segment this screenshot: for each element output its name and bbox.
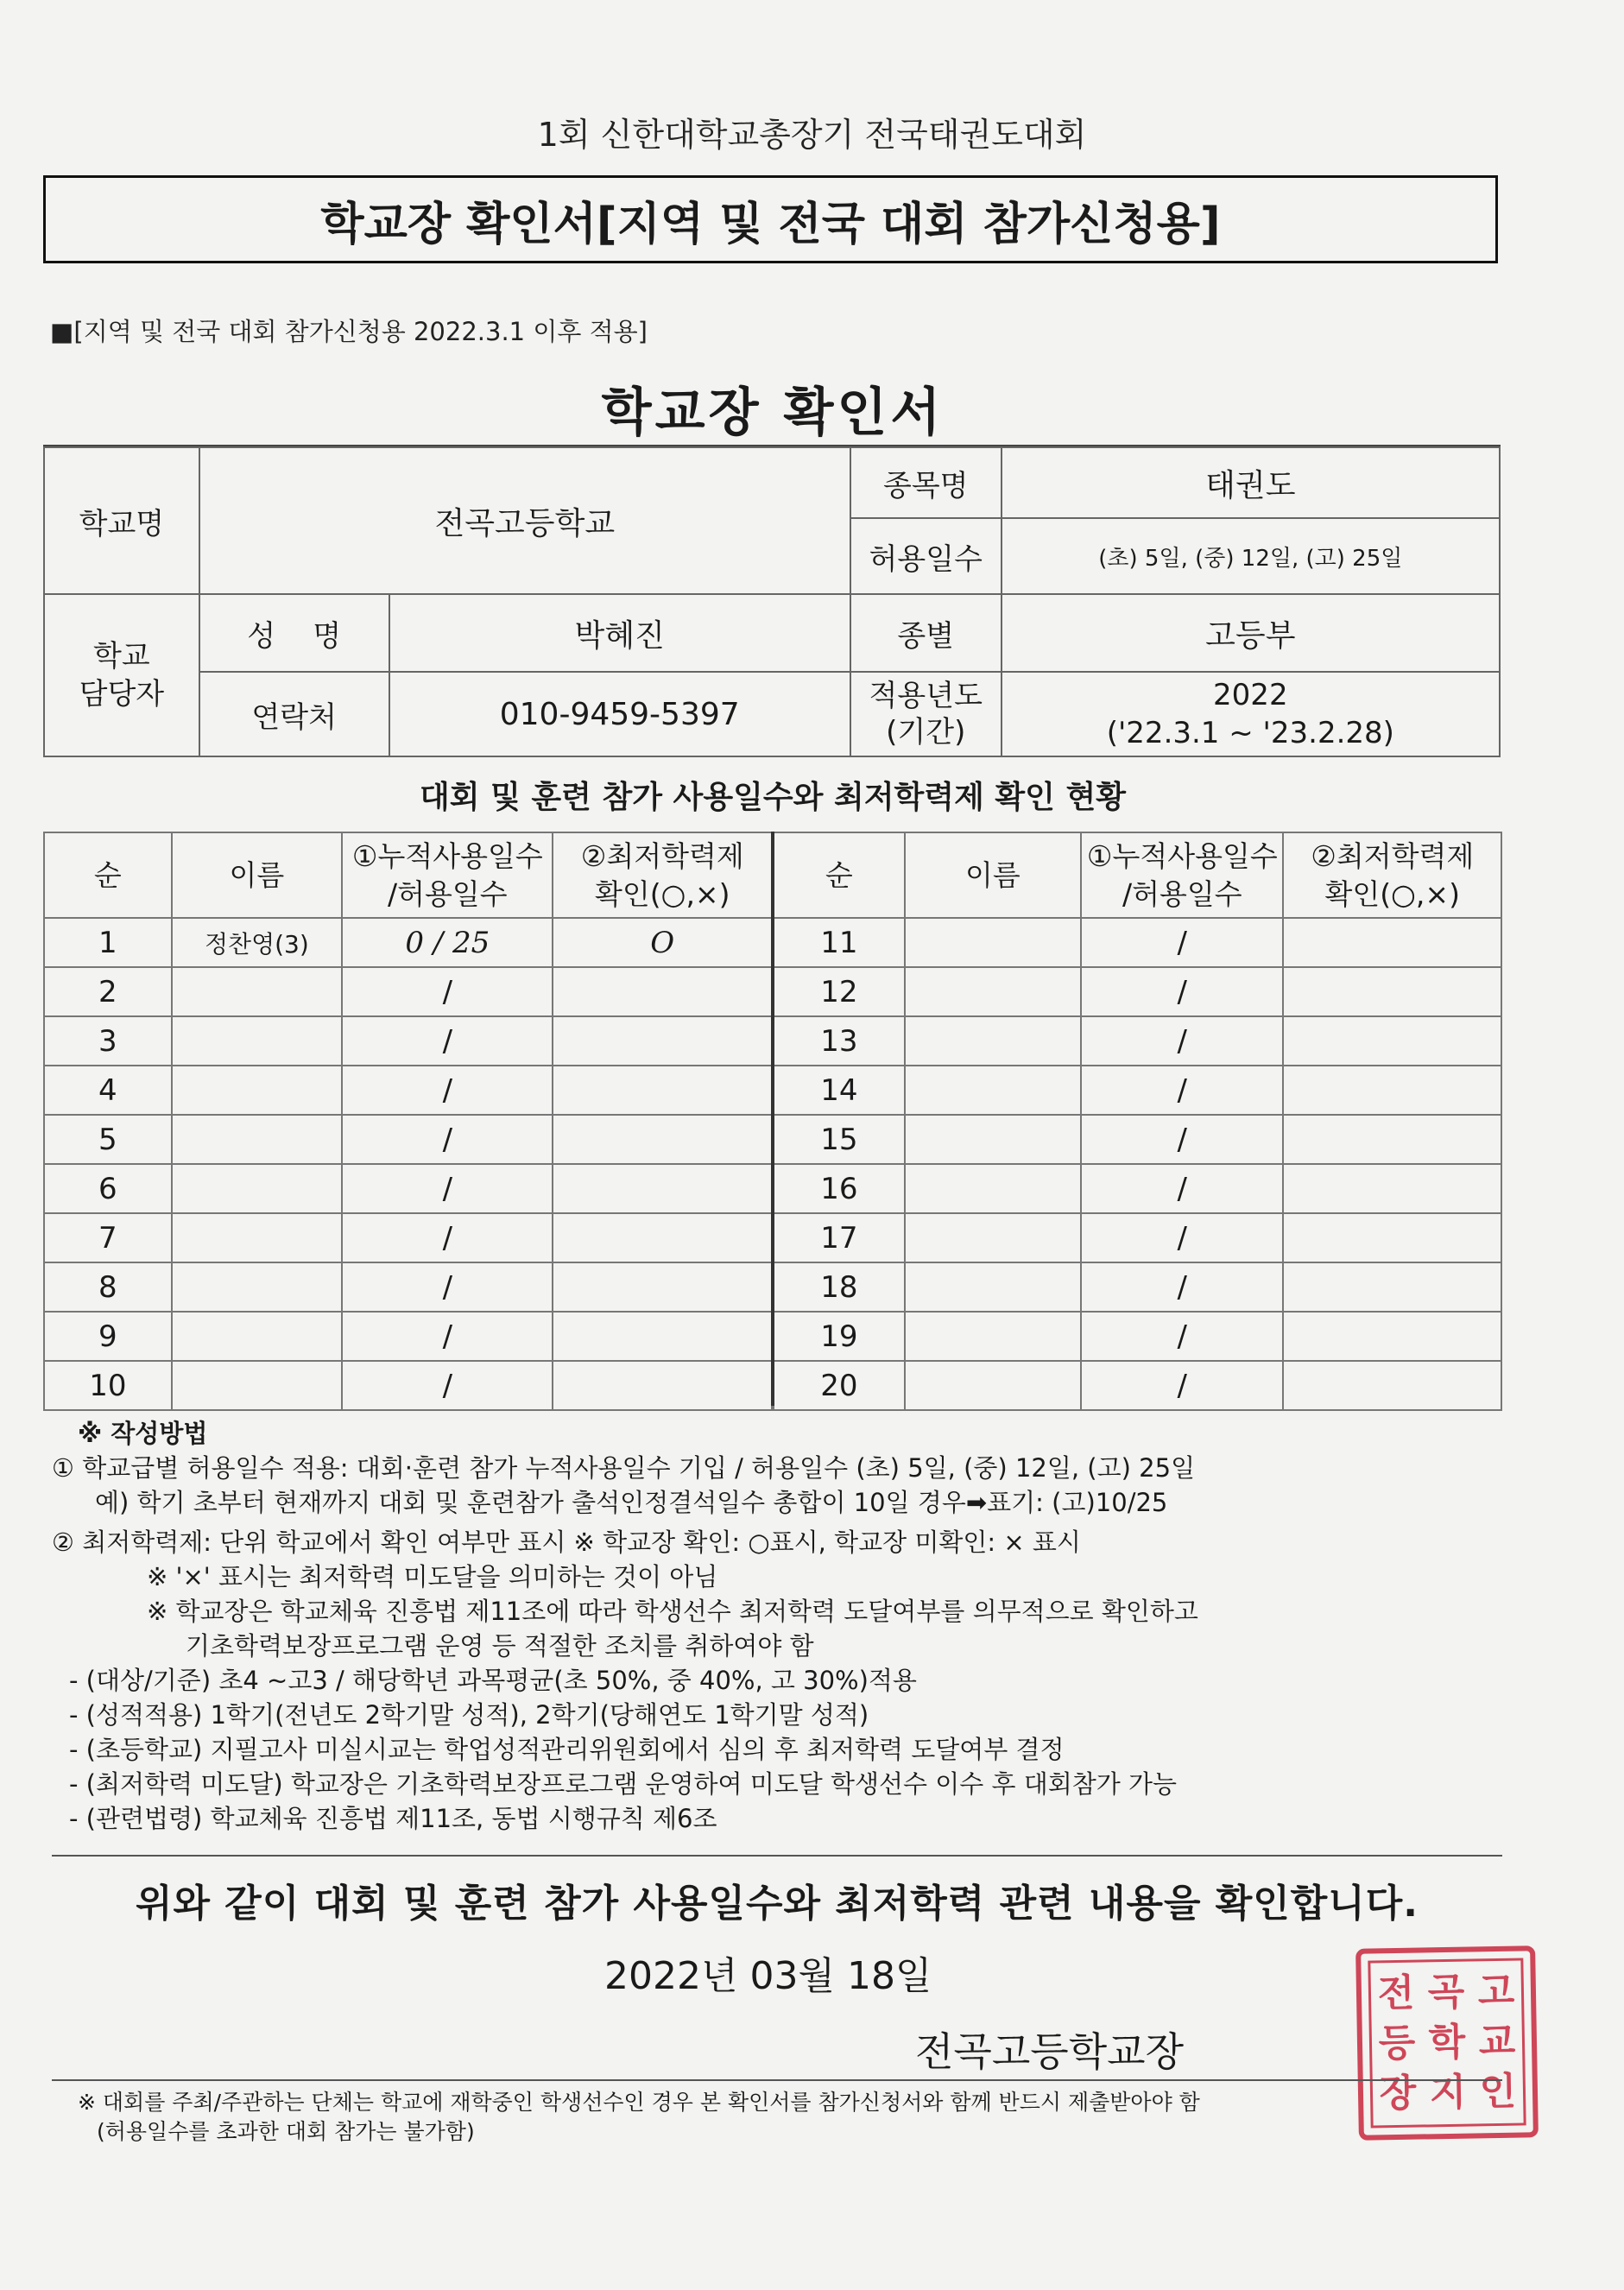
- row-name: [905, 1066, 1081, 1115]
- table-row: [44, 1016, 772, 1066]
- main-title: 학교장 확인서: [601, 383, 945, 443]
- row-academic: [553, 1164, 772, 1213]
- row-number: 16: [774, 1164, 905, 1213]
- table-row: [44, 967, 772, 1016]
- seal-char: 곡: [1427, 1970, 1465, 2015]
- detail-4: - (최저학력 미도달) 학교장은 기초학력보장프로그램 운영하여 미도달 학생선수 이수 후 대회참가 가능: [69, 1769, 1178, 1799]
- row-days: /: [342, 1066, 553, 1115]
- row-number: 1: [44, 918, 172, 967]
- row-academic: [1283, 1361, 1501, 1410]
- row-name: [905, 1213, 1081, 1262]
- event-title: 1회 신한대학교총장기 전국태권도대회: [537, 116, 1087, 154]
- row-academic: [1283, 967, 1501, 1016]
- seal-char: 교: [1478, 2019, 1516, 2065]
- table-row: [774, 1016, 1501, 1066]
- row-academic: [553, 967, 772, 1016]
- col-name-header: 이름: [172, 832, 342, 918]
- footer-line-1: ※ 대회를 주최/주관하는 단체는 학교에 재학중인 학생선수인 경우 본 확인서를 참가신청서와 함께 반드시 제출받아야 함: [78, 2090, 1200, 2115]
- col-name-header: 이름: [905, 832, 1081, 918]
- row-days: /: [1081, 1066, 1283, 1115]
- seal-char: 전: [1377, 1971, 1415, 2016]
- seal-char: 지: [1429, 2070, 1467, 2116]
- row-academic: [1283, 1066, 1501, 1115]
- row-number: 11: [774, 918, 905, 967]
- row-days: /: [342, 1115, 553, 1164]
- row-number: 4: [44, 1066, 172, 1115]
- row-number: 19: [774, 1312, 905, 1361]
- row-academic: [1283, 1016, 1501, 1066]
- usage-table-left: [43, 832, 773, 1411]
- row-name: [905, 1262, 1081, 1312]
- row-number: 12: [774, 967, 905, 1016]
- col-academic-header: ②최저학력제 확인(○,×): [1283, 832, 1501, 918]
- note-1-example: 예) 학기 초부터 현재까지 대회 및 훈련참가 출석인정결석일수 총합이 10일 경우➡표기: (고)10/25: [95, 1488, 1168, 1517]
- row-days: /: [1081, 1262, 1283, 1312]
- row-name: [172, 1164, 342, 1213]
- boxed-title: 학교장 확인서[지역 및 전국 대회 참가신청용]: [43, 175, 1498, 263]
- col-no-header: 순: [44, 832, 172, 918]
- period-value: [1002, 672, 1500, 756]
- row-days: /: [1081, 1213, 1283, 1262]
- col-days-header: ①누적사용일수 /허용일수: [342, 832, 553, 918]
- row-name: [905, 1016, 1081, 1066]
- row-name: [172, 1361, 342, 1410]
- table-row: [44, 1312, 772, 1361]
- note-2: ② 최저학력제: 단위 학교에서 확인 여부만 표시 ※ 학교장 확인: ○표시, 학교장 미확인: × 표시: [52, 1528, 1081, 1557]
- row-days: /: [1081, 1164, 1283, 1213]
- table-row: [44, 1066, 772, 1115]
- row-number: 18: [774, 1262, 905, 1312]
- row-days: 0 / 25: [342, 918, 553, 967]
- table-row: [44, 1164, 772, 1213]
- issue-date: 2022년 03월 18일: [604, 1954, 932, 1998]
- row-academic: [1283, 1213, 1501, 1262]
- period-range: ('22.3.1 ~ '23.2.28): [1106, 716, 1394, 750]
- footer-line-2: (허용일수를 초과한 대회 참가는 불가함): [97, 2119, 475, 2144]
- row-name: [905, 1115, 1081, 1164]
- row-name: [172, 1312, 342, 1361]
- row-academic: [553, 1016, 772, 1066]
- table-row: [44, 1213, 772, 1262]
- row-academic: [553, 1361, 772, 1410]
- seal-characters: [1368, 1958, 1526, 2128]
- row-name: [172, 967, 342, 1016]
- table-row: [774, 1115, 1501, 1164]
- row-days: /: [342, 967, 553, 1016]
- row-academic: O: [553, 918, 772, 967]
- row-days: /: [342, 1361, 553, 1410]
- row-name: [172, 1262, 342, 1312]
- row-number: 15: [774, 1115, 905, 1164]
- row-academic: [1283, 1164, 1501, 1213]
- row-number: 14: [774, 1066, 905, 1115]
- seal-char: 인: [1479, 2069, 1517, 2115]
- row-number: 3: [44, 1016, 172, 1066]
- row-days: /: [342, 1164, 553, 1213]
- row-number: 8: [44, 1262, 172, 1312]
- row-name: 정찬영(3): [172, 918, 342, 967]
- detail-1: - (대상/기준) 초4 ~고3 / 해당학년 과목평균(초 50%, 중 40%, 고 30%)적용: [69, 1666, 917, 1695]
- sport-value: 태권도: [1002, 447, 1500, 518]
- row-days: /: [342, 1262, 553, 1312]
- footer-note: [78, 2088, 1200, 2147]
- seal-char: 고: [1477, 1969, 1515, 2015]
- row-number: 5: [44, 1115, 172, 1164]
- period-label: 적용년도 (기간): [850, 672, 1002, 756]
- row-days: /: [342, 1213, 553, 1262]
- row-academic: [553, 1213, 772, 1262]
- row-number: 17: [774, 1213, 905, 1262]
- school-label: 학교명: [44, 447, 199, 594]
- row-name: [172, 1213, 342, 1262]
- row-days: /: [1081, 1312, 1283, 1361]
- note-1: ① 학교급별 허용일수 적용: 대회·훈련 참가 누적사용일수 기입 / 허용일수 (초) 5일, (중) 12일, (고) 25일: [52, 1453, 1196, 1483]
- row-name: [905, 1312, 1081, 1361]
- row-number: 2: [44, 967, 172, 1016]
- footer-rule: [52, 2079, 1502, 2081]
- period-year: 2022: [1213, 678, 1288, 712]
- row-name: [172, 1066, 342, 1115]
- row-academic: [1283, 1262, 1501, 1312]
- row-name: [905, 967, 1081, 1016]
- name-value: 박혜진: [389, 594, 850, 672]
- row-days: /: [342, 1312, 553, 1361]
- row-number: 10: [44, 1361, 172, 1410]
- division-value: 고등부: [1002, 594, 1500, 672]
- row-days: /: [1081, 967, 1283, 1016]
- row-name: [905, 1361, 1081, 1410]
- col-no-header: 순: [774, 832, 905, 918]
- note-2-b2: 기초학력보장프로그램 운영 등 적절한 조치를 취하여야 함: [186, 1631, 814, 1661]
- school-value: 전곡고등학교: [199, 447, 850, 594]
- row-number: 6: [44, 1164, 172, 1213]
- seal-char: 학: [1428, 2020, 1466, 2065]
- detail-2: - (성적적용) 1학기(전년도 2학기말 성적), 2학기(당해연도 1학기말 성적): [69, 1700, 869, 1730]
- table-row: [44, 1262, 772, 1312]
- detail-5: - (관련법령) 학교체육 진흥법 제11조, 동법 시행규칙 제6조: [69, 1804, 717, 1833]
- row-days: /: [1081, 1115, 1283, 1164]
- table-row: [774, 1164, 1501, 1213]
- allowed-days-value: (초) 5일, (중) 12일, (고) 25일: [1002, 518, 1500, 594]
- table-row: [774, 1312, 1501, 1361]
- table-row: [774, 1213, 1501, 1262]
- table-row: [774, 1262, 1501, 1312]
- col-days-header: ①누적사용일수 /허용일수: [1081, 832, 1283, 918]
- school-seal-stamp: [1355, 1945, 1539, 2141]
- row-name: [905, 1164, 1081, 1213]
- row-academic: [553, 1115, 772, 1164]
- table-row: [774, 918, 1501, 967]
- row-days: /: [1081, 918, 1283, 967]
- seal-char: 등: [1378, 2021, 1416, 2066]
- row-academic: [1283, 1115, 1501, 1164]
- table-divider: [771, 832, 774, 1406]
- division-label: 종별: [850, 594, 1002, 672]
- info-table: [43, 446, 1501, 757]
- contact-value: 010-9459-5397: [389, 672, 850, 756]
- allowed-days-label: 허용일수: [850, 518, 1002, 594]
- row-number: 13: [774, 1016, 905, 1066]
- table-row: [44, 918, 772, 967]
- table-row: [774, 1361, 1501, 1410]
- row-number: 9: [44, 1312, 172, 1361]
- instructions: [52, 1416, 1520, 1836]
- usage-table-right: [773, 832, 1502, 1411]
- sport-label: 종목명: [850, 447, 1002, 518]
- notes-heading: ※ 작성방법: [78, 1419, 208, 1448]
- principal-signature: 전곡고등학교장: [915, 2028, 1185, 2075]
- table-row: [774, 1066, 1501, 1115]
- notice-line: ■[지역 및 전국 대회 참가신청용 2022.3.1 이후 적용]: [50, 317, 648, 346]
- row-days: /: [1081, 1016, 1283, 1066]
- contact-label: 연락처: [199, 672, 389, 756]
- detail-3: - (초등학교) 지필고사 미실시교는 학업성적관리위원회에서 심의 후 최저학력 도달여부 결정: [69, 1735, 1065, 1764]
- col-academic-header: ②최저학력제 확인(○,×): [553, 832, 772, 918]
- row-name: [172, 1016, 342, 1066]
- row-days: /: [1081, 1361, 1283, 1410]
- confirmation-statement: 위와 같이 대회 및 훈련 참가 사용일수와 최저학력 관련 내용을 확인합니다.: [135, 1882, 1419, 1926]
- table-row: [44, 1115, 772, 1164]
- name-label: 성 명: [199, 594, 389, 672]
- row-academic: [553, 1312, 772, 1361]
- row-academic: [553, 1066, 772, 1115]
- note-2-a: ※ '×' 표시는 최저학력 미도달을 의미하는 것이 아님: [147, 1562, 718, 1591]
- seal-char: 장: [1379, 2071, 1417, 2116]
- table-row: [774, 967, 1501, 1016]
- row-academic: [553, 1262, 772, 1312]
- row-name: [172, 1115, 342, 1164]
- row-academic: [1283, 918, 1501, 967]
- row-days: /: [342, 1016, 553, 1066]
- table-row: [44, 1361, 772, 1410]
- row-number: 20: [774, 1361, 905, 1410]
- row-number: 7: [44, 1213, 172, 1262]
- section-title: 대회 및 훈련 참가 사용일수와 최저학력제 확인 현황: [419, 780, 1127, 815]
- manager-label: 학교 담당자: [44, 594, 199, 756]
- note-2-b: ※ 학교장은 학교체육 진흥법 제11조에 따라 학생선수 최저학력 도달여부를 의무적으로 확인하고: [147, 1597, 1198, 1626]
- row-academic: [1283, 1312, 1501, 1361]
- row-name: [905, 918, 1081, 967]
- notes-rule: [52, 1855, 1502, 1857]
